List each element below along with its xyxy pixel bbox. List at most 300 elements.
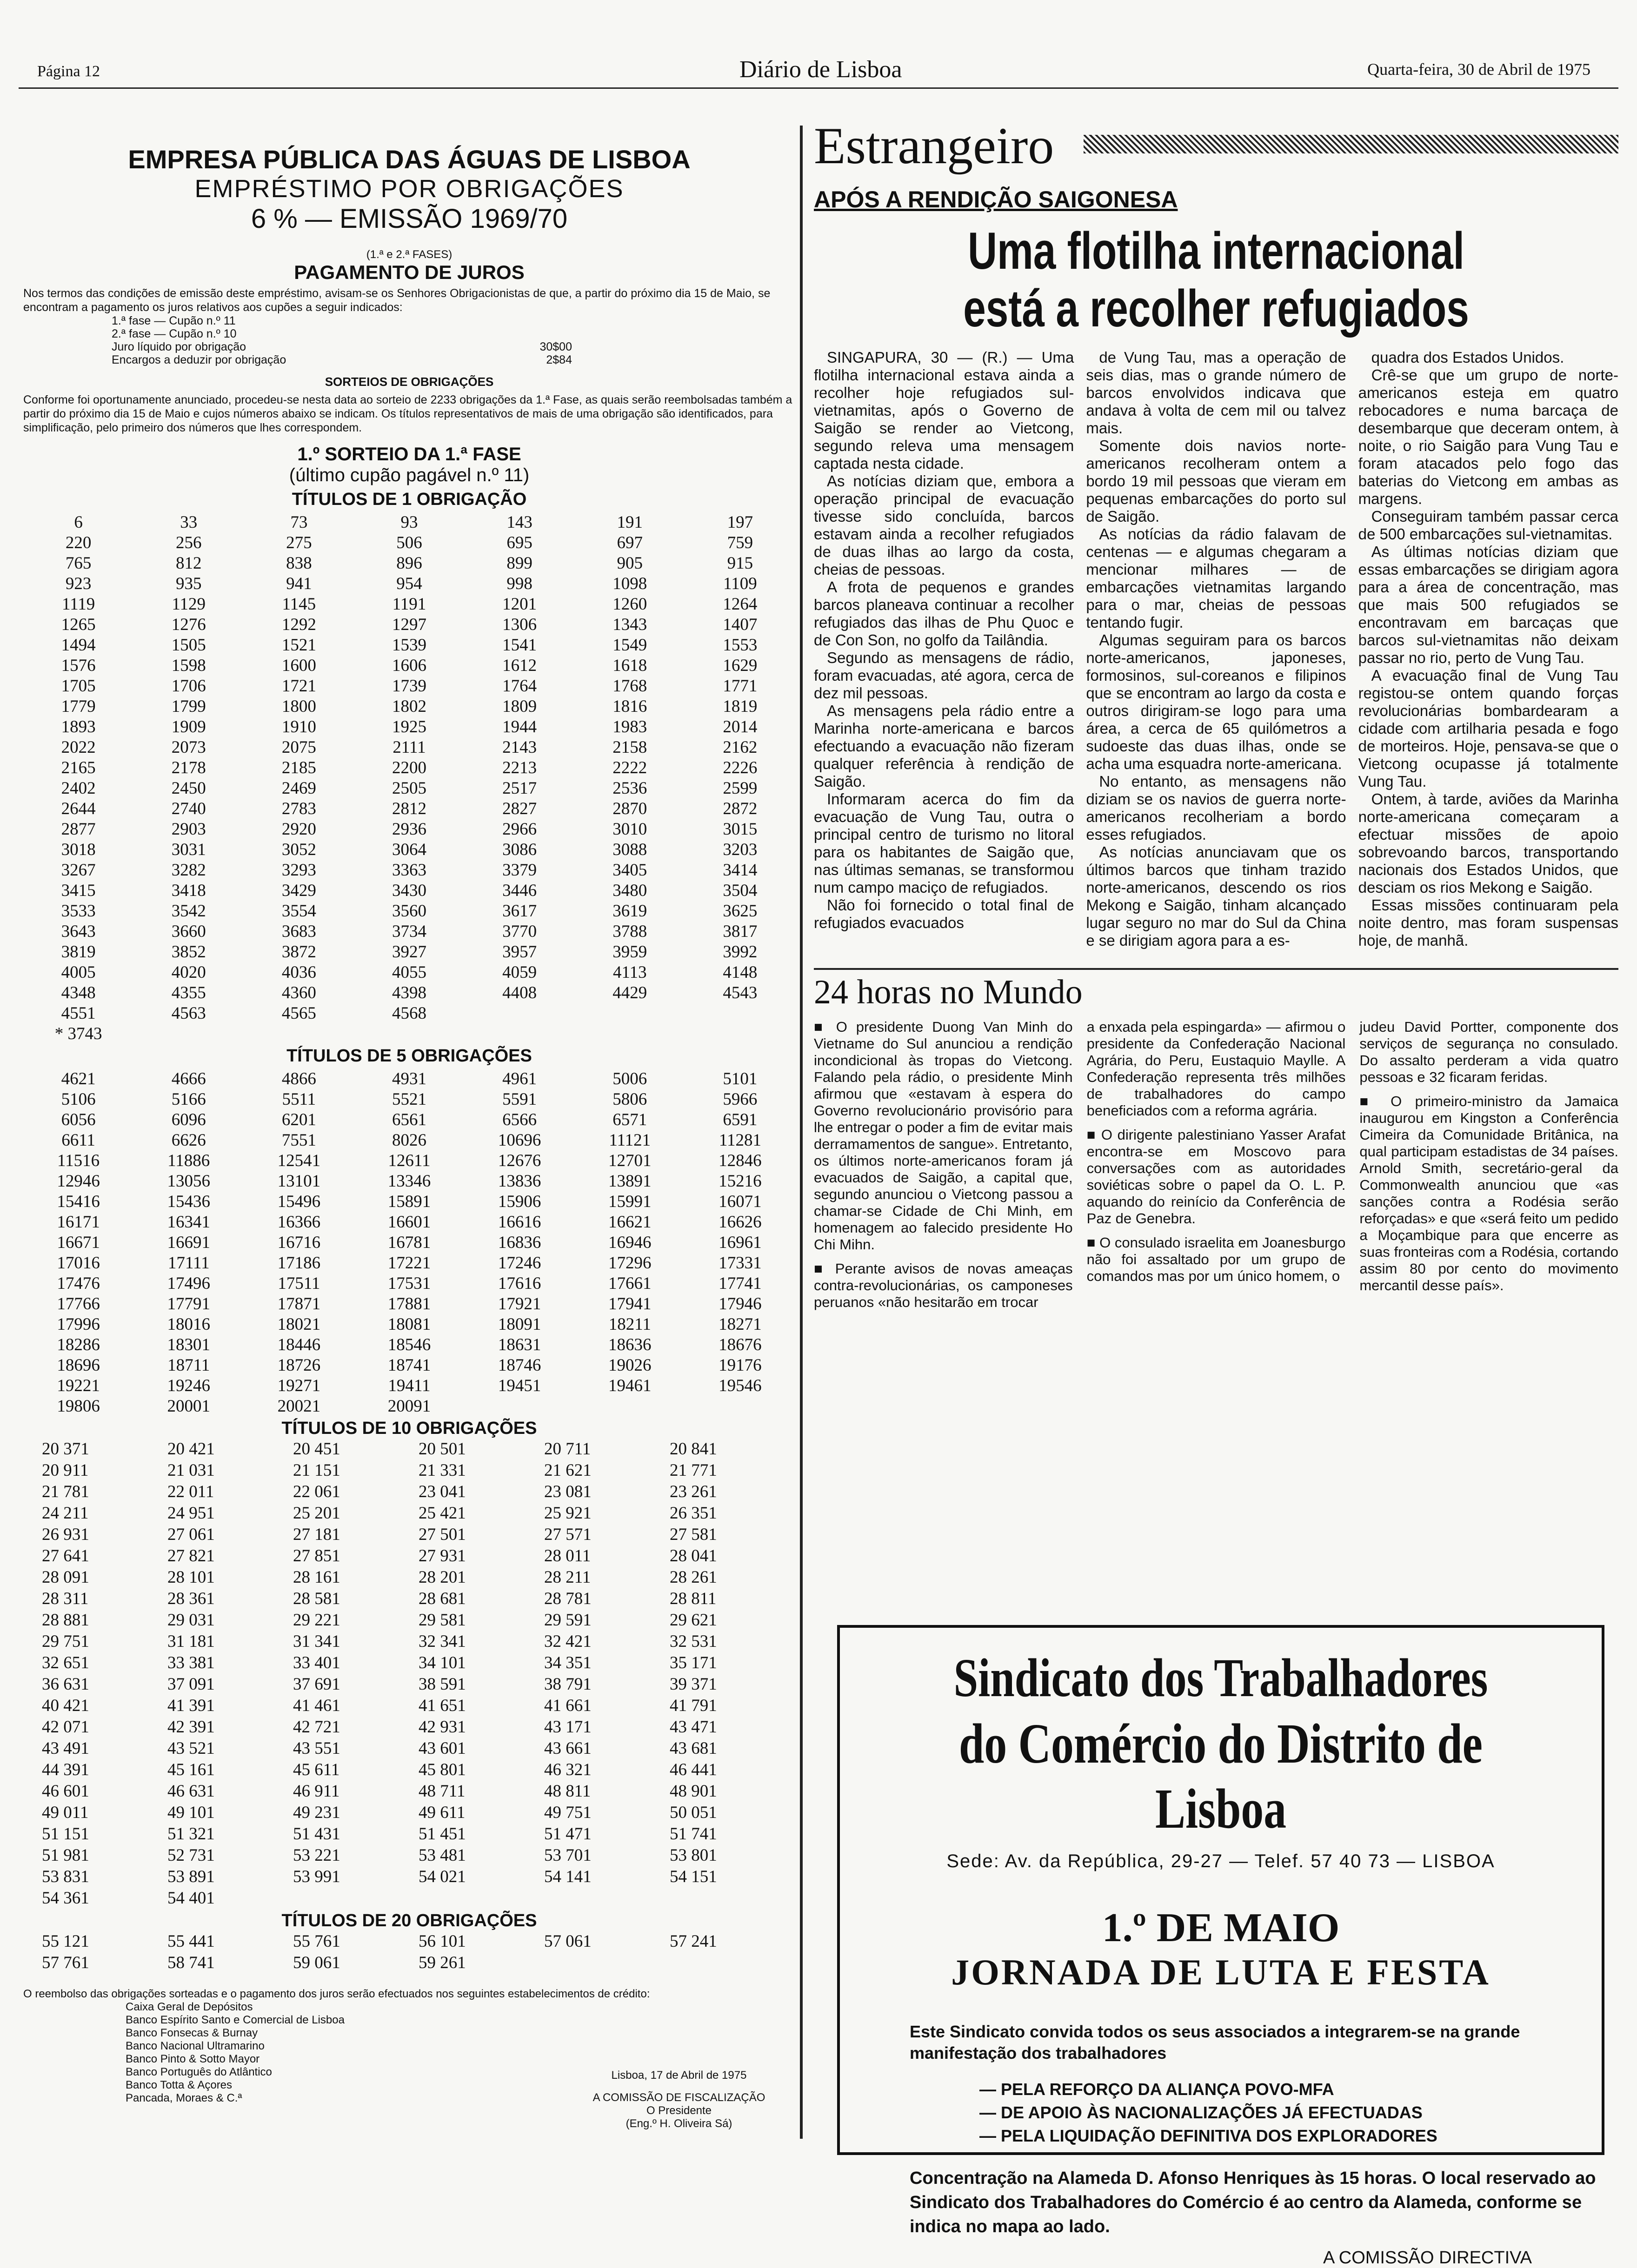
page-number: Página 12 — [37, 63, 100, 80]
bond-number: 6571 — [612, 1110, 647, 1129]
titles-10-grid — [23, 1439, 795, 1909]
bond-number: 48 811 — [544, 1782, 591, 1801]
bond-number: 27 501 — [419, 1525, 466, 1544]
bond-number: 3927 — [392, 942, 426, 962]
bond-number: 3504 — [723, 881, 758, 900]
bond-number: 3770 — [502, 922, 537, 941]
bond-number: 28 881 — [42, 1611, 89, 1630]
bond-number: 5106 — [61, 1090, 96, 1109]
bond-number: 19026 — [608, 1356, 652, 1375]
bond-number: 954 — [396, 574, 422, 593]
bond-number: 16626 — [719, 1213, 762, 1232]
bond-number: 19271 — [277, 1376, 321, 1395]
bond-number: 33 381 — [167, 1653, 215, 1672]
bond-number: 1576 — [61, 656, 96, 675]
bond-number: 32 531 — [670, 1632, 717, 1651]
article-paragraph: Segundo as mensagens de rádio, foram evacuadas, até agora, cerca de dez mil pessoas. — [814, 649, 1074, 702]
bond-number: 18446 — [277, 1335, 321, 1354]
bond-number: 29 581 — [419, 1611, 466, 1630]
bond-number: 17741 — [719, 1274, 762, 1293]
bond-number: 759 — [727, 533, 753, 552]
bond-number: 46 441 — [670, 1760, 717, 1779]
bond-number: 3533 — [61, 902, 96, 921]
bond-number: 191 — [617, 513, 643, 532]
bond-number: 17496 — [167, 1274, 210, 1293]
bond-number: 16171 — [57, 1213, 100, 1232]
titles-5-grid — [23, 1069, 795, 1417]
bond-number: 49 611 — [419, 1803, 466, 1822]
bond-number: 18676 — [719, 1335, 762, 1354]
union-advert — [837, 1625, 1604, 2268]
bond-number: 3052 — [281, 840, 316, 859]
bond-number: 33 401 — [293, 1653, 340, 1672]
bond-number: 10696 — [498, 1131, 541, 1150]
article-paragraph: As últimas notícias diziam que essas embarcações se dirigiam agora para a área de concentração, mas que mais 500 refugiados se encontravam em barcaças que barcos sul-vietnamitas não deixam passar no rio, perto de Vung Tau. — [1358, 543, 1618, 666]
article-paragraph: de Vung Tau, mas a operação de seis dias, mas o grande número de barcos envolvidos indicava que andava à volta de cem mil ou talvez mais. — [1086, 349, 1346, 437]
bond-number: 1809 — [502, 697, 537, 716]
section-title-text: Estrangeiro — [814, 117, 1054, 175]
bond-number: 5511 — [282, 1090, 316, 1109]
bond-number: 51 741 — [670, 1824, 717, 1844]
bond-number: 3293 — [281, 861, 316, 880]
bond-number: 33 — [180, 513, 198, 532]
bond-number: 45 611 — [293, 1760, 340, 1779]
bond-number: 3683 — [281, 922, 316, 941]
bond-number: 28 781 — [544, 1589, 592, 1608]
bond-number: 2111 — [393, 738, 426, 757]
bond-number: 4666 — [171, 1069, 206, 1088]
bond-number: 20 421 — [167, 1439, 215, 1459]
bond-number: 18631 — [498, 1335, 541, 1354]
bond-number: 18081 — [387, 1315, 431, 1334]
bond-number: 6626 — [171, 1131, 206, 1150]
bond-number: 3418 — [171, 881, 206, 900]
bond-number: 695 — [506, 533, 532, 552]
bond-number: 1292 — [281, 615, 316, 634]
bond-number: 1541 — [502, 636, 537, 655]
bond-number — [465, 1003, 575, 1024]
bond-number: 22 011 — [167, 1482, 214, 1501]
bond-number: 1739 — [392, 676, 426, 696]
bond-number: 46 911 — [293, 1782, 340, 1801]
bond-number: 1145 — [282, 595, 316, 614]
bond-number: 3064 — [392, 840, 426, 859]
bond-number: 20001 — [167, 1397, 210, 1416]
ad-slogan-1: — PELA REFORÇO DA ALIANÇA POVO-MFA — [979, 2080, 1334, 2099]
bond-number: 197 — [727, 513, 753, 532]
bond-number: 18211 — [608, 1315, 651, 1334]
bond-number: 53 481 — [419, 1846, 466, 1865]
bond-number: 3010 — [612, 820, 647, 839]
bond-number: 1802 — [392, 697, 426, 716]
bond-number: 27 581 — [670, 1525, 717, 1544]
bond-number: 17871 — [277, 1294, 321, 1313]
bond-number: 1612 — [502, 656, 537, 675]
article-col-3 — [1358, 349, 1618, 949]
bond-number: 16366 — [277, 1213, 321, 1232]
news-24h-title: 24 horas no Mundo — [814, 968, 1618, 1012]
bond-number: 19221 — [57, 1376, 100, 1395]
bond-number: 838 — [286, 554, 312, 573]
bond-number: 32 341 — [419, 1632, 466, 1651]
bond-number: 2402 — [61, 779, 96, 798]
reimbursement-text: O reembolso das obrigações sorteadas e o pagamento dos juros serão efectuados nos seguintes estabelecimentos de crédito: — [23, 1988, 650, 2000]
news-item: ■ O dirigente palestiniano Yasser Arafat encontra-se em Moscovo para conversações com as autoridades soviéticas sobre o papel da O. L. P. aquando do reinício da Conferência de Paz de Genebra. — [1086, 1127, 1346, 1227]
foreign-section — [814, 116, 1618, 2268]
bond-number: 45 801 — [419, 1760, 466, 1779]
bond-number: 4020 — [171, 963, 206, 982]
bond-number: 18741 — [387, 1356, 431, 1375]
bond-number: 6056 — [61, 1110, 96, 1129]
bond-number: 3405 — [612, 861, 647, 880]
bond-number: 43 491 — [42, 1739, 89, 1758]
news-col-3 — [1359, 1019, 1618, 1318]
news-item: a enxada pela espingarda» — afirmou o presidente da Confederação Nacional Agrária, do Peru, Eustaquio Maylle. A Confederação representa três milhões de trabalhadores do campo beneficiados com a reforma agrária. — [1086, 1019, 1346, 1119]
bond-number: 4055 — [392, 963, 426, 982]
bond-number: 2536 — [612, 779, 647, 798]
bond-number: 46 601 — [42, 1782, 89, 1801]
bond-number: 3560 — [392, 902, 426, 921]
bond-number: 16946 — [608, 1233, 652, 1252]
bond-number: 40 421 — [42, 1696, 89, 1715]
bond-number: 20021 — [277, 1397, 321, 1416]
bond-number: 4398 — [392, 983, 426, 1002]
bond-number: 3088 — [612, 840, 647, 859]
bond-number: 15496 — [277, 1192, 321, 1211]
headline-line-2: está a recolher refugiados — [963, 279, 1469, 338]
bond-number: 23 041 — [419, 1482, 466, 1501]
bond-number: 2165 — [61, 758, 96, 777]
bond-number: 1494 — [61, 636, 96, 655]
juro-amount: 30$00 — [539, 340, 572, 353]
juro-line — [23, 340, 795, 353]
bond-number: 6201 — [281, 1110, 316, 1129]
bond-number: 3957 — [502, 942, 537, 962]
encargos-line — [23, 353, 795, 366]
bond-number: 17996 — [57, 1315, 100, 1334]
bond-number: 18696 — [57, 1356, 100, 1375]
bond-number: 29 751 — [42, 1632, 89, 1651]
bond-number: 38 791 — [544, 1675, 592, 1694]
bond-number: 2644 — [61, 799, 96, 818]
bond-number: 16691 — [167, 1233, 210, 1252]
bond-number: 28 261 — [670, 1568, 717, 1587]
bond-number: 2872 — [723, 799, 758, 818]
bond-number: 923 — [65, 574, 92, 593]
bond-number: 53 701 — [544, 1846, 592, 1865]
bond-number: 896 — [396, 554, 422, 573]
bond-number: 1539 — [392, 636, 426, 655]
bond-number: 41 661 — [544, 1696, 592, 1715]
bond-number: 3852 — [171, 942, 206, 962]
bond-number: 53 221 — [293, 1846, 340, 1865]
bond-number: 3817 — [723, 922, 758, 941]
bond-number: 25 421 — [419, 1504, 466, 1523]
bond-number: 42 391 — [167, 1718, 215, 1737]
bond-number: 17881 — [387, 1294, 431, 1313]
bond-number: 5166 — [171, 1090, 206, 1109]
bond-number: 4568 — [392, 1004, 426, 1023]
bond-number: 2222 — [612, 758, 647, 777]
bond-number: 2178 — [171, 758, 206, 777]
bond-number: 54 361 — [42, 1889, 89, 1908]
bond-number: 17111 — [167, 1253, 210, 1273]
bond-number: 17661 — [608, 1274, 652, 1293]
loan-issue: 6 % — EMISSÃO 1969/70 — [251, 204, 568, 234]
bank-name: Banco Nacional Ultramarino — [126, 2040, 265, 2052]
bond-number: 765 — [65, 554, 92, 573]
sign-name: (Eng.º H. Oliveira Sá) — [626, 2117, 732, 2130]
bond-number: 3734 — [392, 922, 426, 941]
bond-number: 18726 — [277, 1356, 321, 1375]
bond-number: 11516 — [57, 1151, 100, 1170]
news-item: ■ O primeiro-ministro da Jamaica inaugurou em Kingston a Conferência Cimeira da Comunidade Britânica, na qual participam estadistas de 34 países. Arnold Smith, secretário-geral da Commonwealth anunciou que «as sanções contra a Rodésia serão reforçadas» e que «será feito um pedido a Moçambique para que encerre as suas fronteiras com a Rodésia, cortando assim 80 por cento do movimento mercantil desse país». — [1359, 1093, 1618, 1293]
bond-number: 12676 — [498, 1151, 541, 1170]
article-paragraph: As mensagens pela rádio entre a Marinha norte-americana e barcos efectuando a evacuação não fizeram qualquer referência à rendição de Saigão. — [814, 702, 1074, 790]
bond-number: 1816 — [612, 697, 647, 716]
bond-number: 1706 — [171, 676, 206, 696]
bond-number: 19451 — [498, 1376, 541, 1395]
bond-number: 17186 — [277, 1253, 321, 1273]
bond-number: 42 071 — [42, 1718, 89, 1737]
article-paragraph: As notícias anunciavam que os últimos barcos que tinham trazido norte-americanos, descendo os rios Mekong e Saigão, tinham alcançado lugar seguro no mar do Sul da China e se dirigiam agora para a es- — [1086, 843, 1346, 949]
bond-number — [685, 1003, 795, 1024]
bond-number: 1505 — [171, 636, 206, 655]
bond-number: 4866 — [281, 1069, 316, 1088]
bond-number: 28 091 — [42, 1568, 89, 1587]
bond-number: 42 931 — [419, 1718, 466, 1737]
news-item: ■ O consulado israelita em Joanesburgo não foi assaltado por um grupo de comandos mas por um único homem, o — [1086, 1234, 1346, 1284]
bond-number: 3959 — [612, 942, 647, 962]
bond-number: 16616 — [498, 1213, 541, 1232]
article-paragraph: Somente dois navios norte-americanos recolheram ontem a bordo 19 mil pessoas que vieram em pequenas embarcações do porto sul de Saigão. — [1086, 437, 1346, 525]
bond-number — [575, 1003, 685, 1024]
bond-number: 3363 — [392, 861, 426, 880]
bond-number: 256 — [175, 533, 202, 552]
bond-number: 3086 — [502, 840, 537, 859]
bond-number: 51 451 — [419, 1824, 466, 1844]
bond-number: 19546 — [719, 1376, 762, 1395]
bond-number: 4355 — [171, 983, 206, 1002]
bond-number: 4931 — [392, 1069, 426, 1088]
bond-number: 5101 — [723, 1069, 758, 1088]
ad-slogan-2: — DE APOIO ÀS NACIONALIZAÇÕES JÁ EFECTUADAS — [979, 2103, 1423, 2122]
bond-number: 1201 — [502, 595, 537, 614]
article-paragraph: Não foi fornecido o total final de refugiados evacuados — [814, 896, 1074, 931]
bond-number: 1800 — [281, 697, 316, 716]
bond-number: 38 591 — [419, 1675, 466, 1694]
news-item: ■ O presidente Duong Van Minh do Vietname do Sul anunciou a rendição incondicional às tropas do Vietcong. Falando pela rádio, o presidente Minh afirmou que «estavam à espera do Governo revolucionário provisório para lhe entregar o poder a fim de evitar mais derramamentos de sangue». Entretanto, os últimos norte-americanos foram já evacuados de Saigão, a capital que, segundo anunciou o Vietcong passou a chamar-se Cidade de Chi Minh, em homenagem ao falecido presidente Ho Chi Mihn. — [814, 1019, 1073, 1253]
bond-number: 45 161 — [167, 1760, 215, 1779]
bond-number: 16961 — [719, 1233, 762, 1252]
bond-number: 20091 — [387, 1397, 431, 1416]
bank-name: Banco Português do Atlântico — [126, 2066, 272, 2078]
bond-number: 37 091 — [167, 1675, 215, 1694]
bond-number: 43 661 — [544, 1739, 592, 1758]
sign-president: O Presidente — [646, 2104, 712, 2117]
company-name: EMPRESA PÚBLICA DAS ÁGUAS DE LISBOA — [128, 145, 691, 174]
bond-number: 49 011 — [42, 1803, 89, 1822]
bond-number: 3282 — [171, 861, 206, 880]
ad-jornada: JORNADA DE LUTA E FESTA — [951, 1952, 1491, 1992]
bond-number: 2783 — [281, 799, 316, 818]
bond-number: 37 691 — [293, 1675, 340, 1694]
bond-number: 27 821 — [167, 1546, 215, 1565]
column-rule — [800, 126, 803, 2139]
bond-number: 1119 — [61, 595, 95, 614]
bond-number: 13891 — [608, 1172, 652, 1191]
bond-number: 54 141 — [544, 1867, 592, 1886]
bond-number: 3643 — [61, 922, 96, 941]
bond-number: 43 471 — [670, 1718, 717, 1737]
encargos-label: Encargos a deduzir por obrigação — [112, 353, 286, 366]
bond-number: 1819 — [723, 697, 758, 716]
bond-number: 1260 — [612, 595, 647, 614]
bond-number: 1343 — [612, 615, 647, 634]
bond-number: 3018 — [61, 840, 96, 859]
titles-1-grid — [23, 512, 795, 1044]
bond-number: 15416 — [57, 1192, 100, 1211]
bond-number: 2450 — [171, 779, 206, 798]
bond-number: 2599 — [723, 779, 758, 798]
bank-name: Banco Fonsecas & Burnay — [126, 2027, 258, 2039]
bond-number: 941 — [286, 574, 312, 593]
bond-number: 17476 — [57, 1274, 100, 1293]
draw-title: 1.º SORTEIO DA 1.ª FASE — [297, 444, 521, 464]
bond-number: 35 171 — [670, 1653, 717, 1672]
bond-number: 6 — [74, 513, 83, 532]
bond-number: 27 181 — [293, 1525, 340, 1544]
bond-number: 28 101 — [167, 1568, 215, 1587]
bond-number: 17946 — [719, 1294, 762, 1313]
bond-number: 15891 — [387, 1192, 431, 1211]
bond-number: 23 081 — [544, 1482, 592, 1501]
bond-number: 2469 — [281, 779, 316, 798]
bond-number: 4036 — [281, 963, 316, 982]
sorteios-title: SORTEIOS DE OBRIGAÇÕES — [325, 375, 494, 389]
bond-number: 1265 — [61, 615, 96, 634]
titles-1-heading: TÍTULOS DE 1 OBRIGAÇÃO — [292, 490, 527, 509]
phases: (1.ª e 2.ª FASES) — [366, 248, 453, 261]
bond-number: 41 791 — [670, 1696, 717, 1715]
bond-number: 915 — [727, 554, 753, 573]
bond-number: 1098 — [612, 574, 647, 593]
bond-number: 13056 — [167, 1172, 210, 1191]
ad-may-day: 1.º DE MAIO — [1102, 1905, 1340, 1950]
article-paragraph: Essas missões continuaram pela noite dentro, mas foram suspensas hoje, de manhã. — [1358, 896, 1618, 949]
bond-number: 28 211 — [544, 1568, 591, 1587]
bond-number: 18021 — [277, 1315, 321, 1334]
bond-number: 28 811 — [670, 1589, 717, 1608]
bond-number: 1407 — [723, 615, 758, 634]
bond-number: 28 201 — [419, 1568, 466, 1587]
article-paragraph: A frota de pequenos e grandes barcos planeava continuar a recolher refugiados das ilhas de Phu Quoc e de Con Son, no golfo da Tailândia. — [814, 578, 1074, 649]
bond-number: 2162 — [723, 738, 758, 757]
bond-number: 2877 — [61, 820, 96, 839]
phase-1-line: 1.ª fase — Cupão n.º 11 — [112, 314, 236, 327]
bond-number: 12701 — [608, 1151, 652, 1170]
bond-number: 1629 — [723, 656, 758, 675]
bond-number: 21 771 — [670, 1461, 717, 1480]
bond-number: 59 061 — [293, 1953, 340, 1972]
bond-number: 3379 — [502, 861, 537, 880]
headline-line-1: Uma flotilha internacional — [968, 222, 1464, 280]
bond-number: 49 101 — [167, 1803, 215, 1822]
bond-number: 28 581 — [293, 1589, 340, 1608]
bond-number: 1276 — [171, 615, 206, 634]
bond-number: 49 751 — [544, 1803, 592, 1822]
bond-number: 73 — [290, 513, 308, 532]
bond-number: 275 — [286, 533, 312, 552]
bond-number: 13346 — [387, 1172, 431, 1191]
bond-number: 2505 — [392, 779, 426, 798]
bond-number: 3872 — [281, 942, 316, 962]
encargos-amount: 2$84 — [546, 353, 572, 366]
bond-number: 1521 — [281, 636, 316, 655]
bond-number: 899 — [506, 554, 532, 573]
news-item: judeu David Portter, componente dos serviços de segurança no consulado. Do assalto perderam a vida quatro pessoas e 32 ficaram feridas. — [1359, 1019, 1618, 1085]
bond-number: 27 061 — [167, 1525, 215, 1544]
signature-block — [572, 2069, 786, 2130]
bond-number: 1779 — [61, 697, 96, 716]
bond-number: 17766 — [57, 1294, 100, 1313]
bond-number: 5806 — [612, 1090, 647, 1109]
bond-number: 3031 — [171, 840, 206, 859]
bond-number: 49 231 — [293, 1803, 340, 1822]
bond-number: 17246 — [498, 1253, 541, 1273]
article-paragraph: No entanto, as mensagens não diziam se os navios de guerra norte-americanos recolheriam a bordo esses refugiados. — [1086, 773, 1346, 843]
news-item: ■ Perante avisos de novas ameaças contra-revolucionárias, os camponeses peruanos «não hesitarão em trocar — [814, 1260, 1073, 1310]
bond-number: 1764 — [502, 676, 537, 696]
ad-title-1: Sindicato dos Trabalhadores — [953, 1647, 1488, 1708]
bond-number: 220 — [65, 533, 92, 552]
bond-notice — [23, 126, 795, 2171]
bond-number: 4429 — [612, 983, 647, 1002]
bond-number: 506 — [396, 533, 422, 552]
bond-number: 2143 — [502, 738, 537, 757]
bond-number: 19806 — [57, 1397, 100, 1416]
bond-number: 29 221 — [293, 1611, 340, 1630]
bond-number: 18301 — [167, 1335, 210, 1354]
bond-number: 998 — [506, 574, 532, 593]
bond-number: 1264 — [723, 595, 758, 614]
bond-number: 16671 — [57, 1233, 100, 1252]
bond-number: 31 181 — [167, 1632, 215, 1651]
bond-number: 4059 — [502, 963, 537, 982]
bond-number: 29 621 — [670, 1611, 717, 1630]
bond-number: 7551 — [281, 1131, 316, 1150]
bond-number: 43 171 — [544, 1718, 592, 1737]
bond-number: 28 681 — [419, 1589, 466, 1608]
bond-number: 21 151 — [293, 1461, 340, 1480]
article-paragraph: Algumas seguiram para os barcos norte-americanos, japoneses, formosinos, sul-coreanos e filipinos que se encontram ao largo da costa e outros dirigiram-se logo para uma área, a cerca de 65 quilómetros a sudoeste das duas ilhas, onde se acha uma esquadra norte-americana. — [1086, 631, 1346, 772]
bond-number: 2740 — [171, 799, 206, 818]
bond-number: 23 261 — [670, 1482, 717, 1501]
bond-number: 17616 — [498, 1274, 541, 1293]
sign-commission: A COMISSÃO DE FISCALIZAÇÃO — [592, 2091, 765, 2104]
bond-number: 32 421 — [544, 1632, 592, 1651]
bond-number: 4113 — [612, 963, 647, 982]
bond-number: 1768 — [612, 676, 647, 696]
bond-number: 4563 — [171, 1004, 206, 1023]
bond-number: 16071 — [719, 1192, 762, 1211]
bond-number: 17221 — [387, 1253, 431, 1273]
bond-number: 5591 — [502, 1090, 537, 1109]
bond-number: 11281 — [719, 1131, 761, 1150]
bond-number: 6561 — [392, 1110, 426, 1129]
bond-number: 1598 — [171, 656, 206, 675]
bond-number: 1893 — [61, 717, 96, 736]
